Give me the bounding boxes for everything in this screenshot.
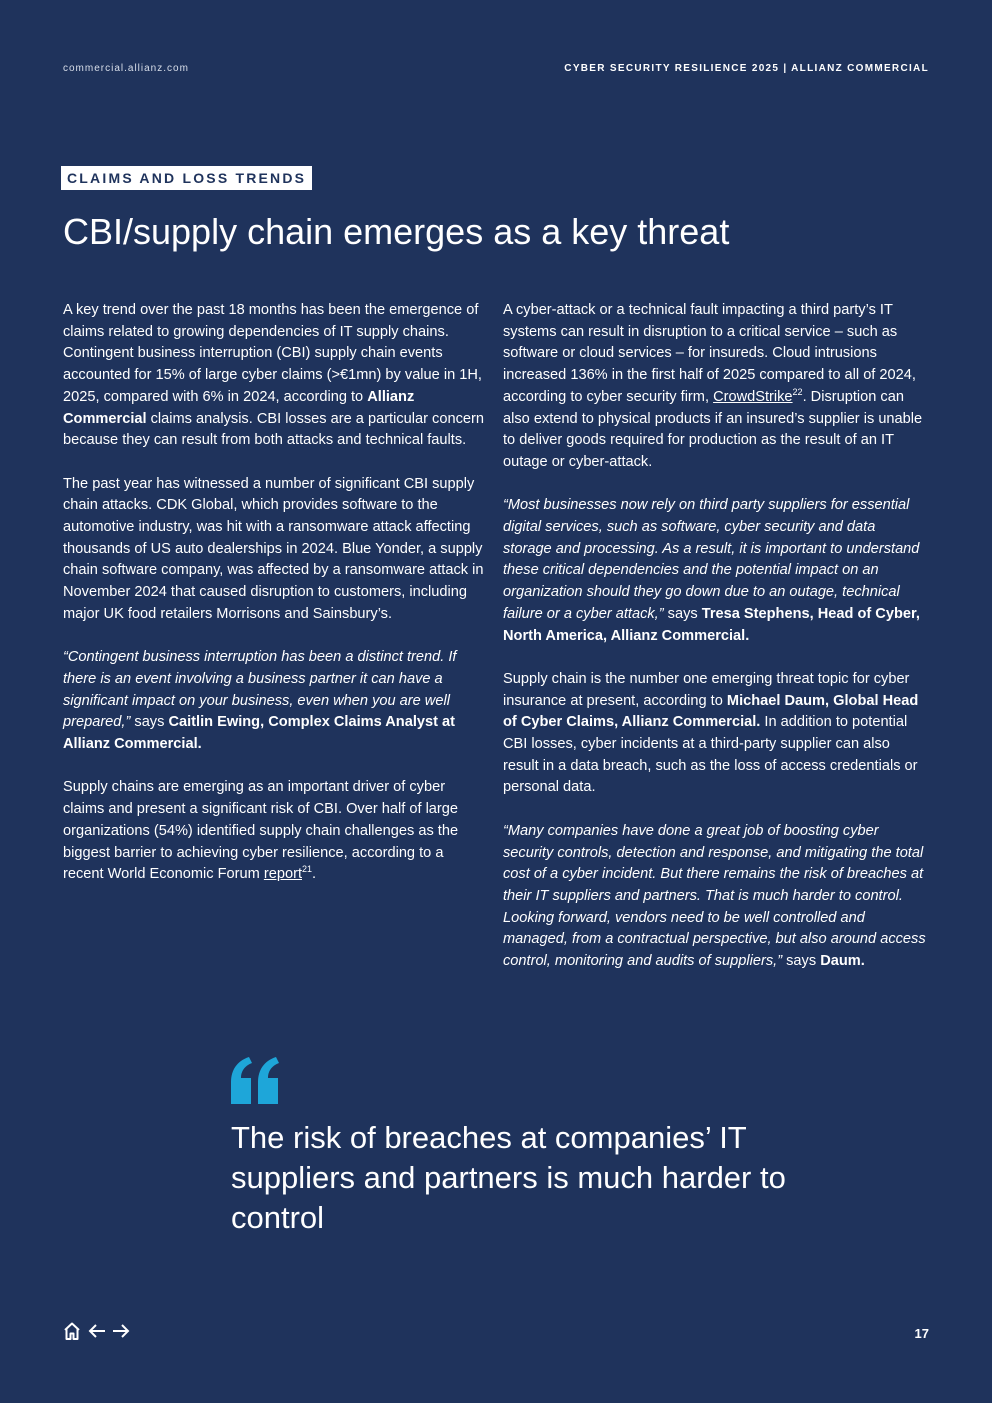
paragraph xyxy=(63,300,487,452)
publication-title: CYBER SECURITY RESILIENCE 2025 | ALLIANZ COMMERCIAL xyxy=(564,63,929,74)
quote-attribution: Daum. xyxy=(820,953,865,970)
text-run: . xyxy=(312,866,317,883)
left-column xyxy=(63,300,487,908)
bold-text: Allianz Commercial xyxy=(63,388,415,427)
text-run: Supply chain is the number one emerging threat topic for cyber insurance at present, according to xyxy=(503,670,910,709)
page-title: CBI/supply chain emerges as a key threat xyxy=(63,211,730,252)
text-run: says xyxy=(782,953,821,970)
footnote-ref[interactable]: 21 xyxy=(302,864,313,875)
bold-text: Michael Daum, Global Head of Cyber Claims, Allianz Commercial. xyxy=(503,692,919,731)
section-tag: CLAIMS AND LOSS TRENDS xyxy=(61,166,312,190)
text-run: A cyber-attack or a technical fault impacting a third party’s IT systems can result in disruption to a critical service – such as software or cloud services – for insureds. Cloud intrusions increased 136% in the first half of 2025 compared to all of 2024, according to cyber security firm, xyxy=(503,302,916,405)
footer-nav xyxy=(62,1322,130,1344)
paragraph xyxy=(503,300,927,474)
quote-text: “Many companies have done a great job of boosting cyber security controls, detection and response, and mitigating the total cost of a cyber incident. But there remains the risk of breaches at their IT suppliers and partners. That is much harder to control. Looking forward, vendors need to be well controlled and managed, from a contractual perspective, but also around access control, monitoring and audits of suppliers,” xyxy=(503,822,926,970)
page-number: 17 xyxy=(914,1326,929,1341)
text-run: The past year has witnessed a number of significant CBI supply chain attacks. CDK Global, which provides software to the automotive industry, was hit with a ransomware attack affecting thousands of US auto dealerships in 2024. Blue Yonder, a supply chain software company, was affected by a ransomware attack in November 2024 that caused disruption to customers, including major UK food retailers Morrisons and Sainsbury’s. xyxy=(63,475,484,622)
report-link[interactable]: report xyxy=(263,866,302,883)
text-run: says xyxy=(663,605,702,622)
text-run: In addition to potential CBI losses, cyber incidents at a third-party supplier can also result in a data breach, such as the loss of access credentials or personal data. xyxy=(503,714,918,796)
pull-quote: The risk of breaches at companies’ IT suppliers and partners is much harder to control xyxy=(231,1120,786,1235)
footnote-ref[interactable]: 22 xyxy=(792,386,803,397)
quote-mark-icon xyxy=(229,1056,281,1106)
crowdstrike-link[interactable]: CrowdStrike xyxy=(713,388,793,405)
quote-attribution: Tresa Stephens, Head of Cyber, North America, Allianz Commercial. xyxy=(503,605,920,644)
quote-paragraph xyxy=(503,821,927,973)
text-run: A key trend over the past 18 months has been the emergence of claims related to growing dependencies of IT supply chains. Contingent business interruption (CBI) supply chain events accounted for 15% of large cyber claims (>€1mn) by value in 1H, 2025, compared with 6% in 2024, according to xyxy=(63,302,482,405)
paragraph xyxy=(63,474,487,626)
quote-text: “Contingent business interruption has been a distinct trend. If there is an event involving a business partner it can have a significant impact on your business, even when you are well prepared,” xyxy=(63,649,457,731)
home-icon[interactable] xyxy=(62,1321,82,1346)
quote-paragraph xyxy=(63,647,487,756)
arrow-right-icon[interactable] xyxy=(112,1323,130,1344)
text-run: . Disruption can also extend to physical products if an insured’s supplier is unable to deliver goods required for production as the result of an IT outage or cyber-attack. xyxy=(503,388,923,470)
right-column xyxy=(503,300,927,994)
site-url[interactable]: commercial.allianz.com xyxy=(63,63,189,74)
quote-attribution: Caitlin Ewing, Complex Claims Analyst at Allianz Commercial. xyxy=(63,714,455,753)
quote-text: “Most businesses now rely on third party suppliers for essential digital services, such as software, cyber security and data storage and processing. As a result, it is important to understand these critical dependencies and the potential impact on an organization should they go down due to an outage, technical failure or a cyber attack,” xyxy=(503,497,920,622)
arrow-left-icon[interactable] xyxy=(88,1323,106,1344)
text-run: Supply chains are emerging as an important driver of cyber claims and present a significant risk of CBI. Over half of large organizations (54%) identified supply chain challenges as the biggest barrier to achieving cyber resilience, according to a recent World Economic Forum xyxy=(63,779,459,883)
text-run: claims analysis. CBI losses are a particular concern because they can result from both attacks and technical faults. xyxy=(63,410,484,449)
quote-paragraph xyxy=(503,495,927,647)
paragraph xyxy=(63,777,487,886)
text-run: says xyxy=(130,714,169,731)
paragraph xyxy=(503,669,927,799)
